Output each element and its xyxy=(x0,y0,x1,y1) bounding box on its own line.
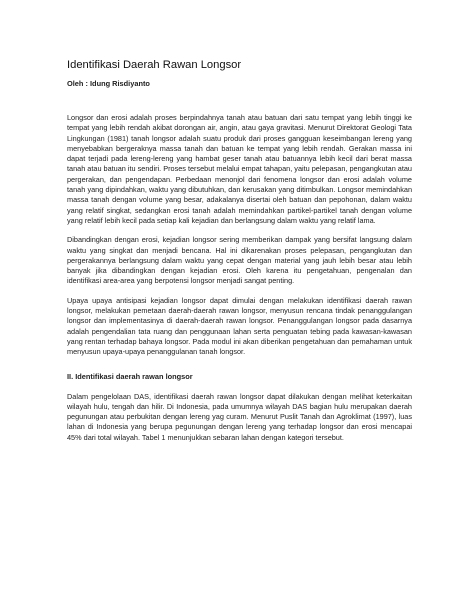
section-paragraph: Dalam pengelolaan DAS, identifikasi daerah rawan longsor dapat dilakukan dengan melihat keterkaitan wilayah hulu, tengah dan hilir. Di Indonesia, pada umumnya wilayah DAS bagian hulu merupakan daerah pegunungan atau perbukitan dengan lereng yag curam. Menurut Puslit Tanah dan Agroklimat (1997), luas lahan di Indonesia yang berupa pegunungan dengan lereng yang terhadap longsor dan erosi mencapai 45% dari total wilayah. Tabel 1 menunjukkan sebaran lahan dengan kategori tersebut. xyxy=(67,391,412,442)
paragraph-1: Longsor dan erosi adalah proses berpindahnya tanah atau batuan dari satu tempat yang lebih tinggi ke tempat yang lebih rendah akibat dorongan air, angin, atau gaya gravitasi. Menurut Direktorat Geologi Tata Lingkungan (1981) tanah longsor adalah suatu produk dari proses gangguan keseimbangan lereng yang menyebabkan bergeraknya massa tanah dan batuan ke tempat yang lebih rendah. Gerakan massa ini dapat terjadi pada lereng-lereng yang hambat geser tanah atau batuannya lebih kecil dari berat massa tanah atau batuan itu sendiri. Proses tersebut melalui empat tahapan, yaitu pelepasan, pengangkutan atau pergerakan, dan pengendapan. Perbedaan menonjol dari fenomena longsor dan erosi adalah volume tanah yang dipindahkan, waktu yang dibutuhkan, dan kerusakan yang ditimbulkan. Longsor memindahkan massa tanah dengan volume yang besar, adakalanya disertai oleh batuan dan pepohonan, dalam waktu yang relatif singkat, sedangkan erosi tanah adalah memindahkan partikel-partikel tanah dengan volume yang relatif lebih kecil pada setiap kali kejadian dan berlangsung dalam waktu yang relatif lama. xyxy=(67,113,412,225)
author-line: Oleh : Idung Risdiyanto xyxy=(67,79,150,88)
paragraph-2: Dibandingkan dengan erosi, kejadian longsor sering memberikan dampak yang bersifat langsung dalam waktu yang singkat dan menjadi bencana. Hal ini dikarenakan proses pelepasan, pengangkutan dan pergerakannya berlangsung dalam waktu yang cepat dengan material yang jauh lebih besar atau lebih banyak jika dibandingkan dengan kejadian erosi. Oleh karena itu pengetahuan, pengenalan dan identifikasi area-area yang berpotensi longsor menjadi sangat penting. xyxy=(67,235,412,286)
paragraph-3: Upaya upaya antisipasi kejadian longsor dapat dimulai dengan melakukan identifikasi daerah rawan longsor, melakukan pemetaan daerah-daerah rawan longsor, menyusun rencana tindak penanggulangan longsor dan implementasinya di daerah-daerah rawan longsor. Penanggulangan longsor pada dasarnya adalah pengendalian tata ruang dan penggunaan lahan serta penguatan tebing pada kawasan-kawasan yang rentan terhadap bahaya longsor. Pada modul ini akan diberikan pengetahuan dan pemahaman untuk menyusun upaya-upaya penanggulanan tanah longsor. xyxy=(67,295,412,357)
document-title: Identifikasi Daerah Rawan Longsor xyxy=(67,59,242,71)
section-heading: II. Identifikasi daerah rawan longsor xyxy=(67,371,193,381)
